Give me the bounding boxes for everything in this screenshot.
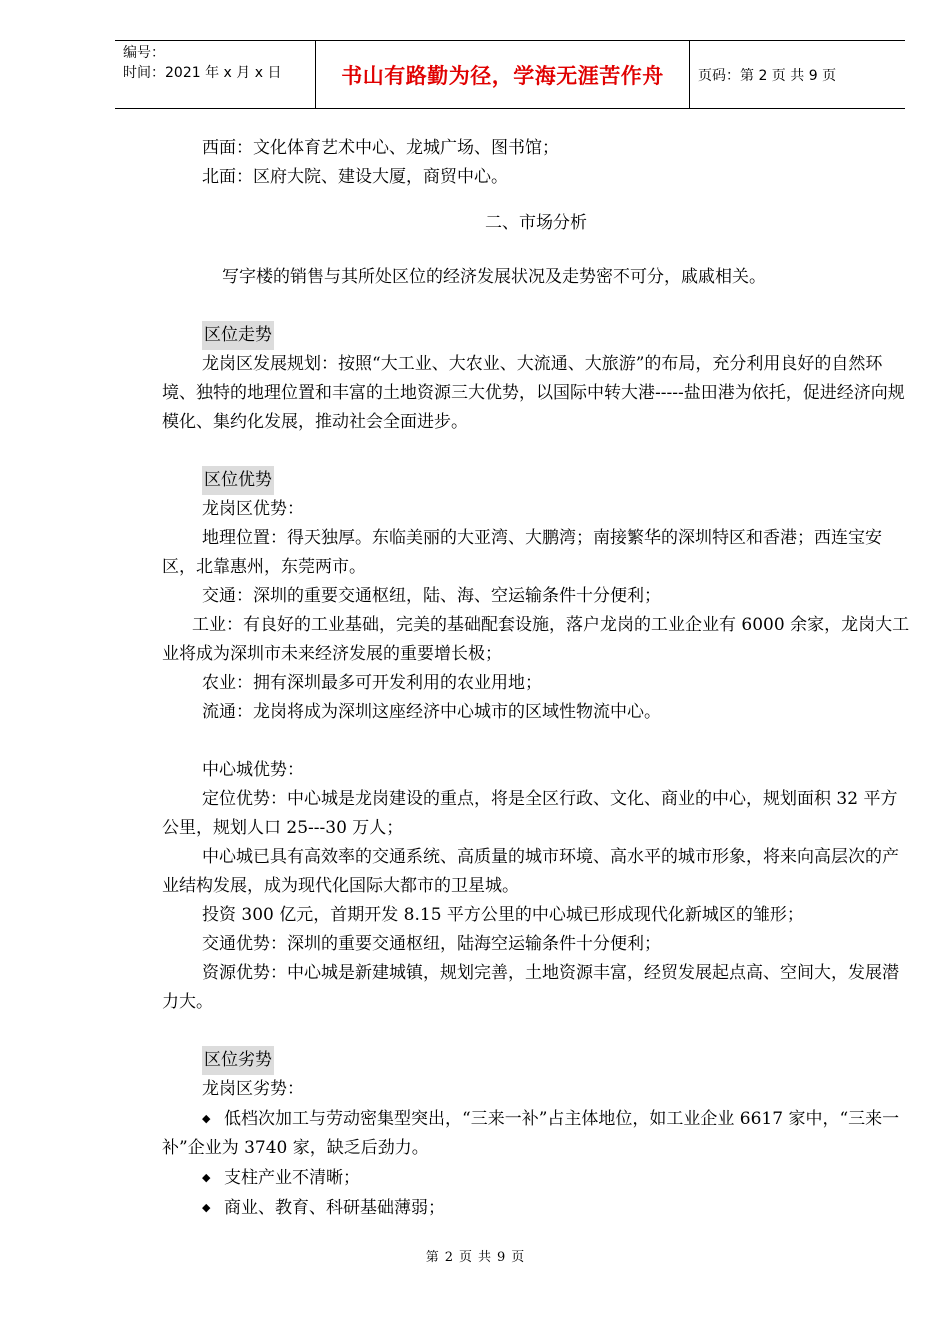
advantage-subheading: 龙岗区优势： bbox=[202, 499, 304, 519]
advantage-logistics: 流通：龙岗将成为深圳这座经济中心城市的区域性物流中心。 bbox=[202, 702, 661, 722]
list-item: ◆ 支柱产业不清晰； bbox=[162, 1163, 910, 1193]
west-line: 西面：文化体育艺术中心、龙城广场、图书馆； bbox=[202, 138, 559, 158]
north-line: 北面：区府大院、建设大厦，商贸中心。 bbox=[202, 167, 508, 187]
trend-paragraph: 龙岗区发展规划：按照“大工业、大农业、大流通、大旅游”的布局，充分利用良好的自然环境、独特的地理位置和丰富的土地资源三大优势，以国际中转大港-----盐田港为依托，促进经济向规模化、集约化发展，推动社会全面进步。 bbox=[162, 354, 905, 432]
footer-gong: 共 bbox=[478, 1250, 492, 1265]
diamond-bullet-icon: ◆ bbox=[202, 1171, 211, 1184]
number-label: 编号： bbox=[123, 45, 165, 61]
center-investment: 投资 300 亿元，首期开发 8.15 平方公里的中心城已形成现代化新城区的雏形； bbox=[202, 905, 804, 925]
footer-total-pages: 9 bbox=[497, 1250, 506, 1265]
center-traffic: 交通优势：深圳的重要交通枢纽，陆海空运输条件十分便利； bbox=[202, 934, 661, 954]
list-item: ◆ 商业、教育、科研基础薄弱； bbox=[162, 1193, 910, 1223]
disadvantage-subheading: 龙岗区劣势： bbox=[202, 1079, 304, 1099]
advantage-heading: 区位优势 bbox=[202, 466, 274, 495]
advantage-traffic: 交通：深圳的重要交通枢纽，陆、海、空运输条件十分便利； bbox=[202, 586, 661, 606]
header-page-cell bbox=[690, 41, 905, 108]
document-body bbox=[162, 134, 910, 1223]
center-positioning: 定位优势：中心城是龙岗建设的重点，将是全区行政、文化、商业的中心，规划面积 32 平方公里，规划人口 25---30 万人； bbox=[162, 789, 898, 838]
footer-page-number: 2 bbox=[444, 1250, 453, 1265]
center-subheading: 中心城优势： bbox=[202, 760, 304, 780]
footer-ye: 页 bbox=[458, 1250, 472, 1265]
header-meta bbox=[115, 41, 316, 108]
advantage-geography: 地理位置：得天独厚。东临美丽的大亚湾、大鹏湾；南接繁华的深圳特区和香港；西连宝安区，北靠惠州，东莞两市。 bbox=[162, 528, 882, 577]
time-label: 时间：2021 年 x 月 x 日 bbox=[123, 65, 282, 81]
page-footer bbox=[0, 1246, 950, 1265]
diamond-bullet-icon: ◆ bbox=[202, 1112, 211, 1125]
footer-ye2: 页 bbox=[511, 1250, 525, 1265]
diamond-bullet-icon: ◆ bbox=[202, 1201, 211, 1214]
header-motto-cell bbox=[316, 41, 690, 108]
section-title: 二、市场分析 bbox=[485, 213, 587, 233]
intro-paragraph: 写字楼的销售与其所处区位的经济发展状况及走势密不可分，戚戚相关。 bbox=[222, 267, 766, 287]
trend-heading: 区位走势 bbox=[202, 321, 274, 350]
center-resource: 资源优势：中心城是新建城镇，规划完善，土地资源丰富，经贸发展起点高、空间大，发展潜力大。 bbox=[162, 963, 899, 1012]
page-label: 页码：第 2 页 共 9 页 bbox=[698, 67, 837, 84]
advantage-industry: 工业：有良好的工业基础，完美的基础配套设施，落户龙岗的工业企业有 6000 余家，龙岗大工业将成为深圳市未来经济发展的重要增长极； bbox=[162, 615, 910, 664]
disadvantage-heading: 区位劣势 bbox=[202, 1046, 274, 1075]
advantage-agriculture: 农业：拥有深圳最多可开发利用的农业用地； bbox=[202, 673, 542, 693]
page-header bbox=[115, 40, 905, 109]
list-item: ◆ 低档次加工与劳动密集型突出，“三来一补”占主体地位，如工业企业 6617 家中，“三来一补”企业为 3740 家，缺乏后劲力。 bbox=[162, 1104, 910, 1163]
center-city: 中心城已具有高效率的交通系统、高质量的城市环境、高水平的城市形象，将来向高层次的产业结构发展，成为现代化国际大都市的卫星城。 bbox=[162, 847, 899, 896]
footer-di: 第 bbox=[425, 1250, 439, 1265]
motto: 书山有路勤为径，学海无涯苦作舟 bbox=[341, 63, 664, 88]
